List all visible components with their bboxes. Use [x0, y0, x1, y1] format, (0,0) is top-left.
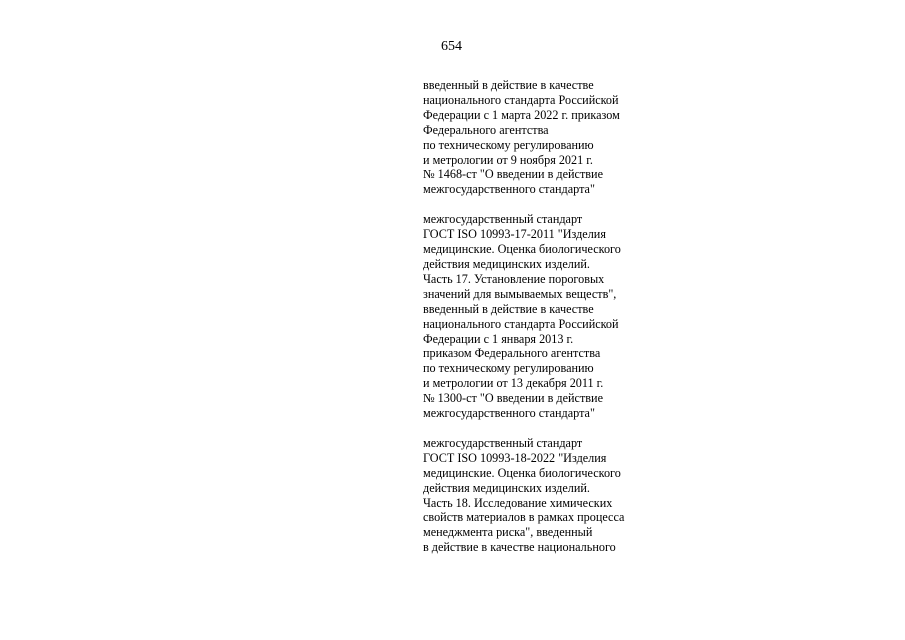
text-line: по техническому регулированию — [423, 137, 594, 152]
text-line: Федерации с 1 марта 2022 г. приказом — [423, 107, 620, 122]
text-block-1 — [423, 78, 653, 197]
text-line: межгосударственного стандарта" — [423, 406, 595, 421]
text-line: Часть 18. Исследование химических — [423, 495, 613, 510]
text-line: межгосударственного стандарта" — [423, 182, 595, 197]
text-line: действия медицинских изделий. — [423, 256, 590, 271]
text-line: межгосударственный стандарт — [423, 212, 583, 227]
text-line: ГОСТ ISO 10993-17-2011 "Изделия — [423, 227, 606, 242]
text-line: свойств материалов в рамках процесса — [423, 510, 625, 525]
text-line: Федерального агентства — [423, 122, 549, 137]
text-line: № 1300-ст "О введении в действие — [423, 391, 603, 406]
text-line: и метрологии от 9 ноября 2021 г. — [423, 152, 593, 167]
text-line: ГОСТ ISO 10993-18-2022 "Изделия — [423, 450, 607, 465]
text-line: введенный в действие в качестве — [423, 301, 594, 316]
text-line: и метрологии от 13 декабря 2011 г. — [423, 376, 604, 391]
text-line: № 1468-ст "О введении в действие — [423, 167, 603, 182]
text-block-2 — [423, 212, 653, 421]
text-line: национального стандарта Российской — [423, 92, 619, 107]
text-line: медицинские. Оценка биологического — [423, 242, 621, 257]
text-line: в действие в качестве национального — [423, 540, 616, 555]
document-text-column — [423, 78, 653, 555]
text-line: действия медицинских изделий. — [423, 480, 590, 495]
text-block-3 — [423, 436, 653, 555]
text-line: Федерации с 1 января 2013 г. — [423, 331, 574, 346]
text-line: межгосударственный стандарт — [423, 435, 583, 450]
text-line: введенный в действие в качестве — [423, 78, 594, 92]
text-line: менеджмента риска", введенный — [423, 525, 593, 540]
text-line: национального стандарта Российской — [423, 316, 619, 331]
text-line: приказом Федерального агентства — [423, 346, 601, 361]
text-line: значений для вымываемых веществ", — [423, 286, 617, 301]
text-line: медицинские. Оценка биологического — [423, 465, 621, 480]
text-line: по техническому регулированию — [423, 361, 594, 376]
page-number: 654 — [441, 39, 462, 54]
text-line: Часть 17. Установление пороговых — [423, 271, 605, 286]
